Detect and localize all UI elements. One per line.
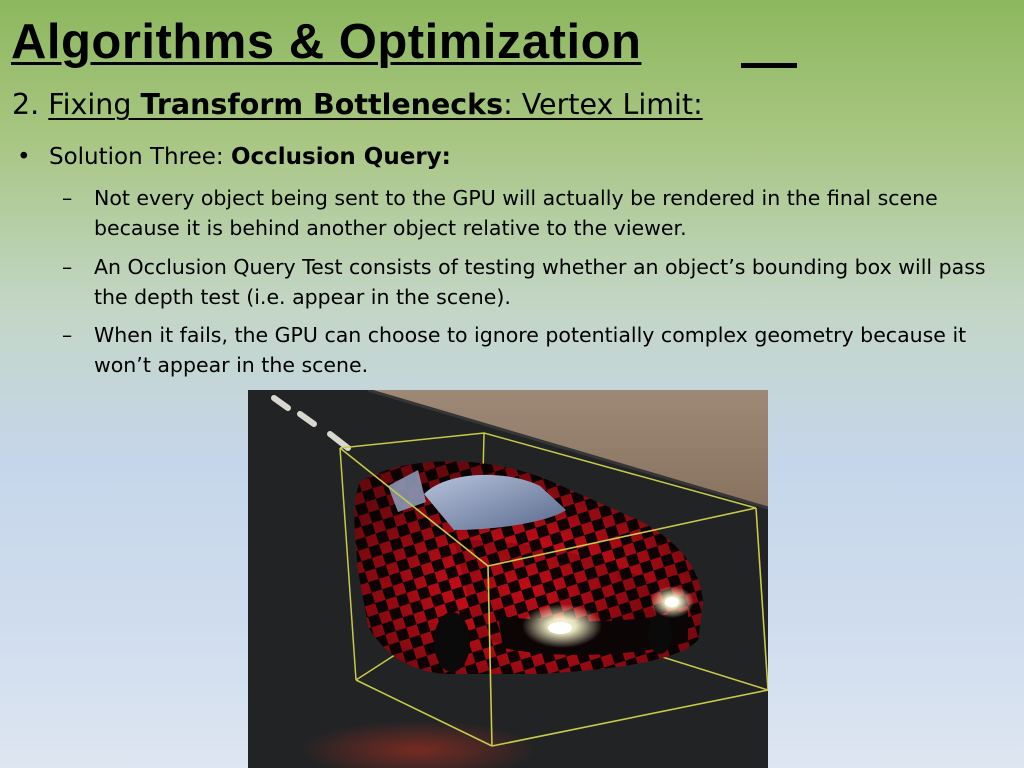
slide-title: Algorithms & Optimization [11,14,991,70]
subpoint-text: Not every object being sent to the GPU will actually be rendered in the final scene because it is behind another object relative to the viewer. [94,186,938,240]
bullet-bold: Occlusion Query: [230,144,451,170]
slide-subtitle [12,84,703,126]
subtitle-bold: Transform Bottlenecks [140,88,504,121]
subtitle-rest: : Vertex Limit: [503,88,703,121]
subpoint-2 [62,252,1012,312]
subpoint-1 [62,183,1012,243]
title-underline-trail [741,63,797,68]
subpoint-text: When it fails, the GPU can choose to ignore potentially complex geometry because it won’t appear in the scene. [94,323,967,377]
subpoint-3 [62,320,1012,380]
subtitle-number: 2. [12,88,40,121]
subtitle-fixing: Fixing [48,88,132,121]
dash-marker: – [62,255,73,279]
dash-marker: – [62,186,73,210]
bullet-solution [17,141,451,173]
bullet-marker: • [17,144,31,170]
car-bounding-box-image [248,390,768,768]
subpoint-text: An Occlusion Query Test consists of testing whether an object’s bounding box will pass the depth test (i.e. appear in the scene). [94,255,986,309]
dash-marker: – [62,323,73,347]
bullet-label: Solution Three: [49,144,224,170]
